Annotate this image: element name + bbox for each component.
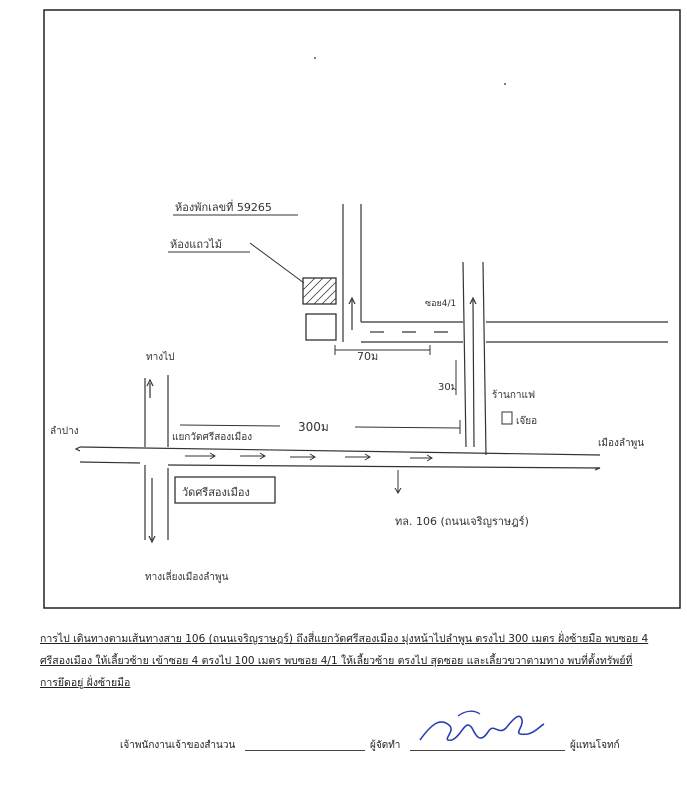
label-dist-300: 300ม: [298, 420, 329, 434]
label-temple-gate: แยกวัดศรีสองเมือง: [172, 432, 253, 443]
route-description: [40, 628, 650, 694]
label-shop-right-2: เจ๊ยอ: [516, 416, 538, 427]
label-shop-name: ห้องแถวไม้: [170, 238, 222, 251]
signature-row: [40, 728, 650, 758]
label-soi: ซอย4/1: [425, 299, 457, 309]
label-to-lamphun: เมืองลำพูน: [598, 438, 645, 449]
route-description-text: การไป เดินทางตามเส้นทางสาย 106 (ถนนเจริญราษฎร์) ถึงสี่แยกวัดศรีสองเมือง มุ่งหน้าไปลำพูน ตรงไป 300 เมตร ฝั่งซ้ายมือ พบซอย 4 ศรีสองเมือง ให้เลี้ยวซ้าย เข้าซอย 4 ตรงไป 100 เมตร พบซอย 4/1 ให้เลี้ยวซ้าย ตรงไป สุดซอย และเลี้ยวขวาตามทาง พบที่ตั้งทรัพย์ที่การยึดอยู่ ฝั่งซ้ายมือ: [40, 633, 649, 689]
label-road-106: ทล. 106 (ถนนเจริญราษฎร์): [395, 515, 529, 528]
label-dist-70: 70ม: [357, 350, 379, 363]
label-to-north: ทางไป: [146, 352, 175, 363]
label-shop-code: ห้องพักเลขที่ 59265: [175, 201, 272, 214]
label-shop-right: ร้านกาแฟ: [492, 390, 536, 401]
plaintiff-label: ผู้แทนโจทก์: [570, 740, 620, 751]
label-dist-30: 30ม: [438, 382, 458, 393]
shop-marker: [502, 412, 512, 424]
label-bottom-road: ทางเลี่ยงเมืองลำพูน: [145, 572, 229, 583]
property-road: [343, 204, 361, 342]
property-marker: [250, 243, 336, 340]
handwritten-signature: [410, 706, 550, 752]
maker-label: ผู้จัดทำ: [370, 740, 401, 751]
label-temple: วัดศรีสองเมือง: [182, 486, 250, 499]
cross-road: [145, 375, 168, 542]
soi-4: [463, 262, 486, 455]
officer-sign-line: [245, 750, 365, 751]
officer-label: เจ้าพนักงานเจ้าของสำนวน: [120, 740, 236, 751]
main-road: [76, 447, 600, 470]
label-to-left: ลำปาง: [50, 426, 79, 437]
soi-4-1: [361, 322, 668, 342]
map-border: [44, 10, 680, 608]
